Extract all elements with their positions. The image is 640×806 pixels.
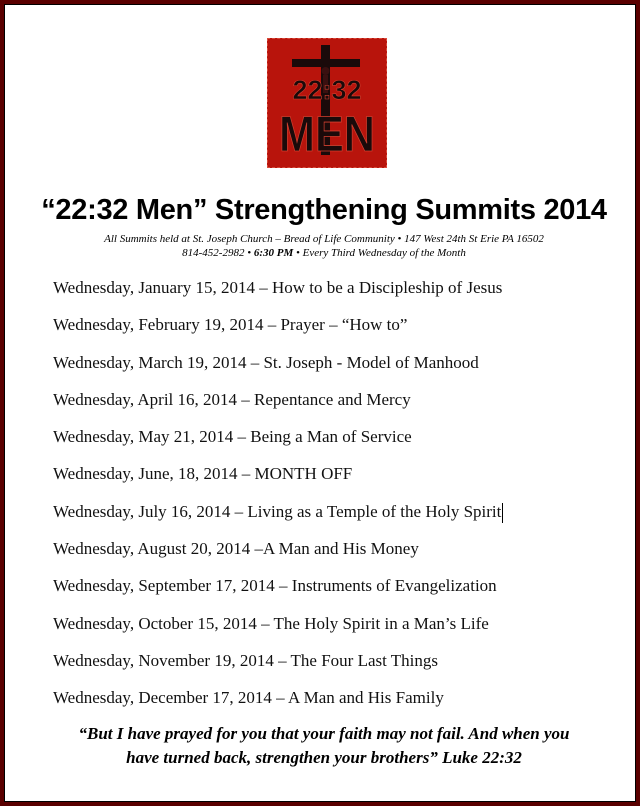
list-item: Wednesday, April 16, 2014 – Repentance and Mercy (53, 389, 411, 409)
cross-logo-icon (268, 39, 386, 167)
list-item: Wednesday, November 19, 2014 – The Four Last Things (53, 650, 439, 670)
summit-schedule-list (53, 277, 623, 725)
list-item: Wednesday, August 20, 2014 –A Man and His Money (53, 539, 419, 559)
list-item: Wednesday, September 17, 2014 – Instruments of Evangelization (53, 576, 497, 596)
page-title: “22:32 Men” Strengthening Summits 2014 (41, 194, 607, 226)
list-item: Wednesday, March 19, 2014 – St. Joseph - Model of Manhood (53, 352, 479, 372)
list-item: Wednesday, December 17, 2014 – A Man and His Family (53, 688, 444, 708)
schedule-line (4, 247, 640, 259)
meeting-frequency: • Every Third Wednesday of the Month (296, 247, 466, 259)
list-item: Wednesday, June, 18, 2014 – MONTH OFF (53, 464, 353, 484)
svg-text:MEN: MEN (279, 106, 375, 162)
location-line: All Summits held at St. Joseph Church – Bread of Life Community • 147 West 24th St Erie PA 16502 (104, 233, 544, 245)
list-item: Wednesday, May 21, 2014 – Being a Man of Service (53, 427, 412, 447)
ministry-logo (267, 38, 387, 168)
scripture-quote (44, 722, 604, 770)
phone-number: 814-452-2982 • (182, 247, 252, 259)
meeting-time: 6:30 PM (253, 247, 294, 259)
quote-line-2: have turned back, strengthen your brothers” Luke 22:32 (126, 748, 522, 767)
list-item: Wednesday, October 15, 2014 – The Holy Spirit in a Man’s Life (53, 613, 489, 633)
list-item: Wednesday, January 15, 2014 – How to be a Discipleship of Jesus (53, 278, 503, 297)
svg-text:22:32: 22:32 (292, 75, 362, 105)
list-item: Wednesday, July 16, 2014 – Living as a Temple of the Holy Spirit (53, 501, 623, 538)
text-cursor (502, 503, 503, 523)
quote-line-1: “But I have prayed for you that your faith may not fail. And when you (78, 724, 570, 743)
list-item: Wednesday, February 19, 2014 – Prayer – “How to” (53, 315, 408, 335)
